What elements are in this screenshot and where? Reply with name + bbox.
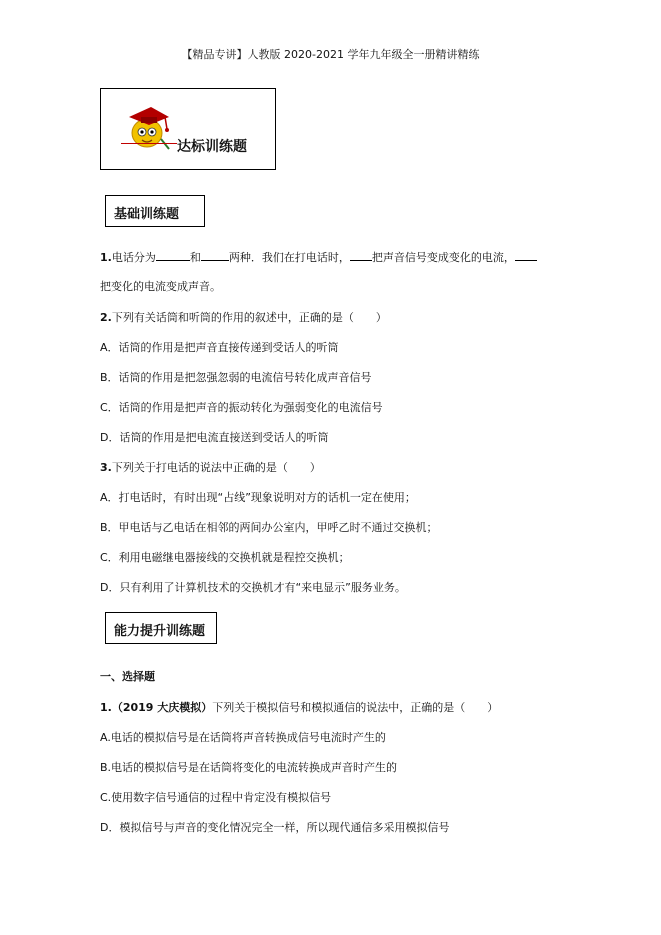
q3-option-d: D．只有利用了计算机技术的交换机才有“来电显示”服务业务。 — [100, 581, 406, 594]
section-basic-box: 基础训练题 — [105, 195, 205, 227]
q3-option-b: B．甲电话与乙电话在相邻的两间办公室内，甲呼乙时不通过交换机； — [100, 521, 438, 534]
q4-option-c: C.使用数字信号通信的过程中肯定没有模拟信号 — [100, 791, 332, 804]
answer-blank — [156, 249, 190, 261]
answer-blank — [515, 249, 537, 261]
section-advanced-box: 能力提升训练题 — [105, 612, 217, 644]
q4-option-a: A.电话的模拟信号是在话筒将声音转换成信号电流时产生的 — [100, 731, 386, 744]
answer-blank — [350, 249, 372, 261]
q2-option-d: D．话筒的作用是把电流直接送到受话人的听筒 — [100, 431, 329, 444]
q4-option-b: B.电话的模拟信号是在话筒将变化的电流转换成声音时产生的 — [100, 761, 398, 774]
question-2: 2.下列有关话筒和听筒的作用的叙述中，正确的是（ ） — [100, 311, 387, 324]
title-banner — [100, 88, 276, 170]
title-underline — [121, 143, 177, 144]
q3-option-c: C．利用电磁继电器接线的交换机就是程控交换机； — [100, 551, 350, 564]
part-1-heading: 一、选择题 — [100, 670, 155, 683]
graduate-mascot-icon — [121, 97, 177, 157]
q3-option-a: A．打电话时，有时出现“占线”现象说明对方的话机一定在使用； — [100, 491, 416, 504]
question-advanced-1: 1.（2019 大庆模拟）下列关于模拟信号和模拟通信的说法中，正确的是（ ） — [100, 701, 499, 714]
q2-option-b: B．话筒的作用是把忽强忽弱的电流信号转化成声音信号 — [100, 371, 372, 384]
question-1-line2: 把变化的电流变成声音。 — [100, 280, 221, 293]
q2-option-c: C．话筒的作用是把声音的振动转化为强弱变化的电流信号 — [100, 401, 383, 414]
q2-option-a: A．话筒的作用是把声音直接传递到受话人的听筒 — [100, 341, 339, 354]
page-header: 【精品专讲】人教版 2020-2021 学年九年级全一册精讲精练 — [181, 48, 480, 61]
q4-option-d: D．模拟信号与声音的变化情况完全一样，所以现代通信多采用模拟信号 — [100, 821, 450, 834]
question-1: 1.电话分为 和 两种．我们在打电话时， 把声音信号变成变化的电流， — [100, 249, 537, 265]
title-label: 达标训练题 — [177, 139, 247, 155]
answer-blank — [201, 249, 229, 261]
question-3: 3.下列关于打电话的说法中正确的是（ ） — [100, 461, 321, 474]
